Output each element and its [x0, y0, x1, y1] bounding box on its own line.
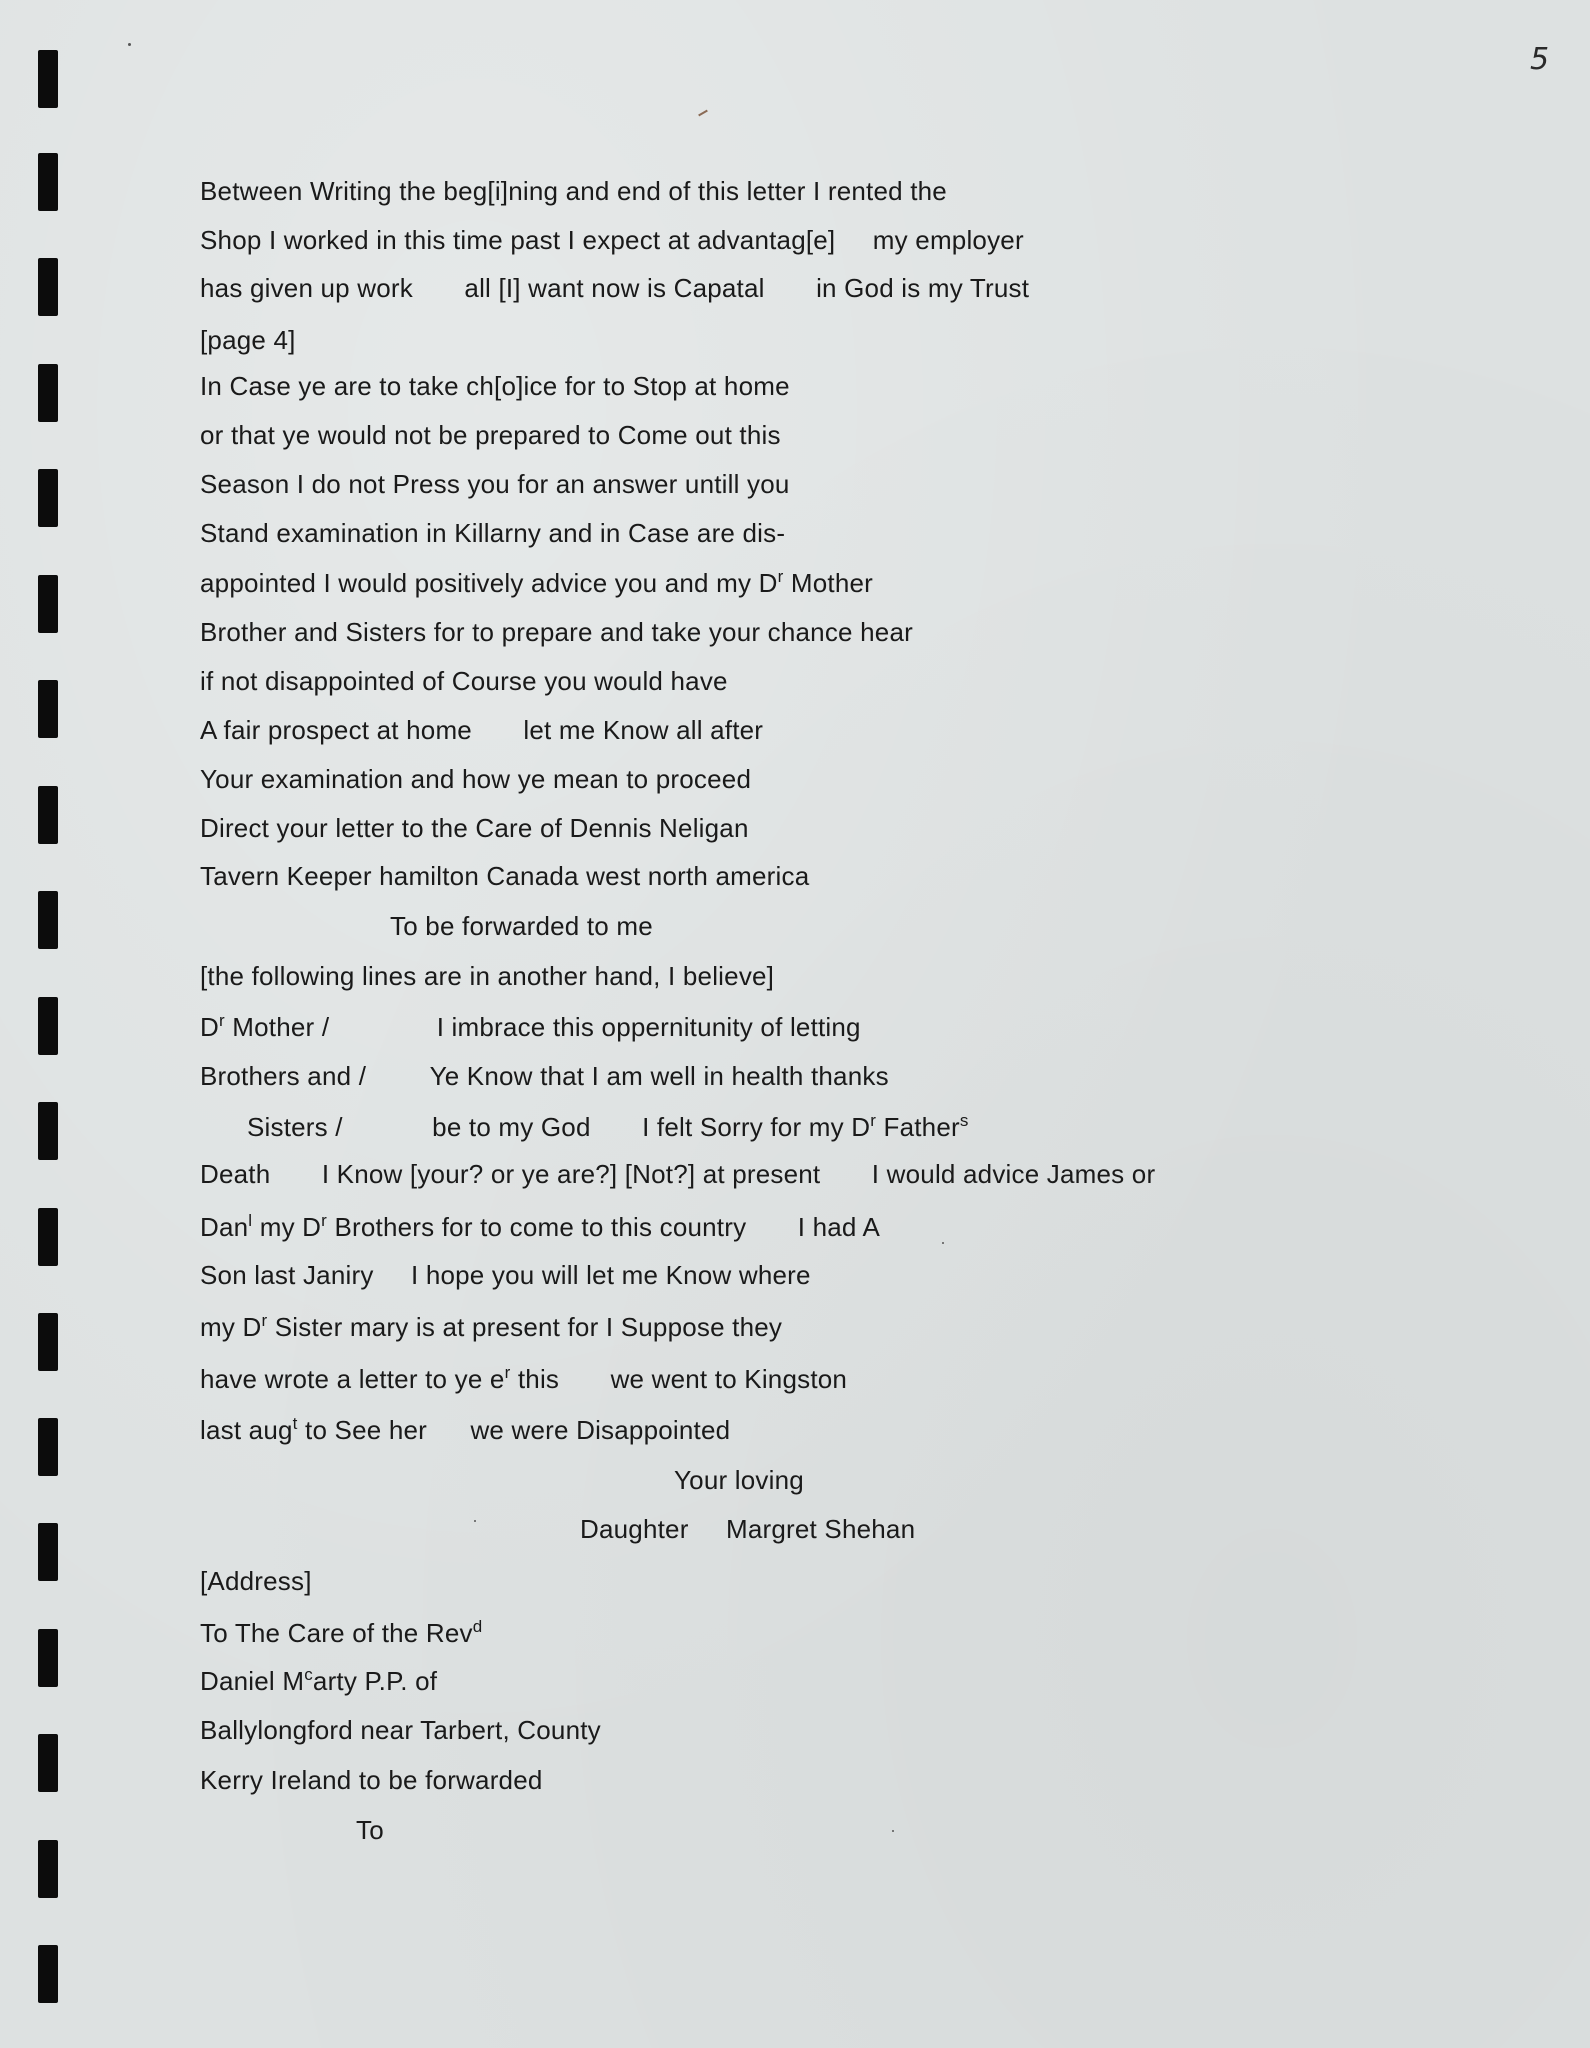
text-segment: Death: [200, 1159, 271, 1189]
text-segment: Brothers and /: [200, 1061, 367, 1091]
text-segment: Season I do not Press you for an answer untill you: [200, 469, 790, 499]
superscript: l: [248, 1211, 253, 1230]
text-segment: Your examination and how ye mean to proceed: [200, 764, 752, 794]
text-line: [200, 225, 1024, 255]
text-line: [247, 1112, 969, 1142]
text-line: [200, 420, 781, 450]
text-line: [200, 1666, 437, 1696]
text-line: [200, 325, 296, 355]
text-segment: Father: [876, 1112, 960, 1142]
text-line: [200, 273, 1029, 303]
text-segment: arty P.P. of: [312, 1666, 438, 1696]
page-number: 5: [1530, 42, 1550, 77]
text-line: [200, 961, 774, 991]
superscript: r: [218, 1011, 225, 1030]
text-segment: [page 4]: [200, 325, 296, 355]
text-line: [200, 1260, 811, 1290]
text-line: [200, 1415, 730, 1445]
text-line: [200, 666, 728, 696]
text-line: [200, 518, 785, 548]
text-line: [200, 371, 790, 401]
text-segment: Son last Janiry: [200, 1260, 374, 1290]
text-segment: I felt Sorry for my D: [642, 1112, 871, 1142]
text-line: [200, 568, 873, 598]
text-segment: Kerry Ireland to be forwarded: [200, 1765, 543, 1795]
text-segment: Brother and Sisters for to prepare and take your chance hear: [200, 617, 913, 647]
text-segment: Between Writing the beg[i]ning and end of this letter I rented the: [200, 176, 947, 206]
text-segment: I would advice James or: [871, 1159, 1156, 1189]
text-segment: Dan: [200, 1212, 249, 1242]
text-line: [200, 176, 947, 206]
text-segment: A fair prospect at home: [200, 715, 472, 745]
text-segment: be to my God: [432, 1112, 591, 1142]
text-segment: I hope you will let me Know where: [410, 1260, 811, 1290]
text-segment: we went to Kingston: [610, 1364, 848, 1394]
text-segment: appointed I would positively advice you and my D: [200, 568, 778, 598]
text-segment: To: [356, 1815, 384, 1845]
text-line: [200, 1212, 880, 1242]
text-line: [200, 764, 751, 794]
text-line: [200, 1061, 889, 1091]
superscript: r: [504, 1363, 511, 1382]
text-segment: my D: [200, 1312, 262, 1342]
text-segment: Mother: [783, 568, 874, 598]
text-line: [390, 911, 653, 941]
text-segment: I had A: [797, 1212, 881, 1242]
text-segment: Tavern Keeper hamilton Canada west north america: [200, 861, 810, 891]
text-line: [200, 1159, 1155, 1189]
text-segment: To The Care of the Rev: [200, 1618, 473, 1648]
text-segment: my D: [252, 1212, 322, 1242]
text-segment: Shop I worked in this time past I expect at advantag[e]: [200, 225, 836, 255]
text-segment: Direct your letter to the Care of Dennis Neligan: [200, 813, 749, 843]
text-line: [580, 1514, 915, 1544]
superscript: r: [870, 1111, 877, 1130]
closing-line: Your loving: [674, 1465, 804, 1495]
text-line: [200, 617, 913, 647]
text-segment: In Case ye are to take ch[o]ice for to Stop at home: [200, 371, 790, 401]
text-line: [200, 813, 749, 843]
text-segment: I imbrace this oppernitunity of letting: [436, 1012, 861, 1042]
text-line: [356, 1815, 384, 1845]
text-segment: to See her: [297, 1415, 428, 1445]
signature-label: Daughter: [580, 1514, 689, 1544]
text-segment: has given up work: [200, 273, 413, 303]
text-segment: Sister mary is at present for I Suppose they: [267, 1312, 783, 1342]
superscript: s: [959, 1111, 969, 1130]
text-segment: Mother /: [224, 1012, 330, 1042]
text-line: [200, 1618, 482, 1648]
superscript: r: [321, 1211, 328, 1230]
address-heading: [Address]: [200, 1566, 312, 1596]
text-line: [200, 1566, 312, 1596]
text-segment: in God is my Trust: [816, 273, 1030, 303]
text-segment: have wrote a letter to ye e: [200, 1364, 505, 1394]
text-segment: I Know [your? or ye are?] [Not?] at present: [321, 1159, 821, 1189]
text-segment: Sisters /: [247, 1112, 343, 1142]
text-segment: To be forwarded to me: [390, 911, 653, 941]
superscript: r: [261, 1311, 268, 1330]
text-segment: my employer: [872, 225, 1024, 255]
text-line: [200, 715, 763, 745]
text-segment: if not disappointed of Course you would have: [200, 666, 728, 696]
text-line: [200, 1012, 861, 1042]
text-line: [200, 1312, 782, 1342]
text-segment: Daniel M: [200, 1666, 305, 1696]
text-segment: Ballylongford near Tarbert, County: [200, 1715, 601, 1745]
superscript: c: [304, 1665, 313, 1684]
signature-name: Margret Shehan: [726, 1514, 916, 1544]
text-line: [200, 1364, 847, 1394]
text-segment: or that ye would not be prepared to Come out this: [200, 420, 781, 450]
superscript: t: [292, 1414, 298, 1433]
text-segment: Brothers for to come to this country: [327, 1212, 747, 1242]
text-line: [200, 861, 809, 891]
text-line: [674, 1465, 804, 1495]
superscript: d: [472, 1617, 483, 1636]
text-segment: let me Know all after: [523, 715, 764, 745]
text-segment: Ye Know that I am well in health thanks: [429, 1061, 889, 1091]
text-segment: this: [510, 1364, 560, 1394]
text-segment: D: [200, 1012, 219, 1042]
text-line: [200, 1765, 543, 1795]
text-segment: all [I] want now is Capatal: [464, 273, 765, 303]
text-segment: [the following lines are in another hand, I believe]: [200, 961, 775, 991]
text-segment: Stand examination in Killarny and in Case are dis-: [200, 518, 786, 548]
text-line: [200, 1715, 601, 1745]
text-segment: we were Disappointed: [470, 1415, 731, 1445]
text-line: [200, 469, 790, 499]
superscript: r: [777, 567, 784, 586]
text-segment: last aug: [200, 1415, 293, 1445]
